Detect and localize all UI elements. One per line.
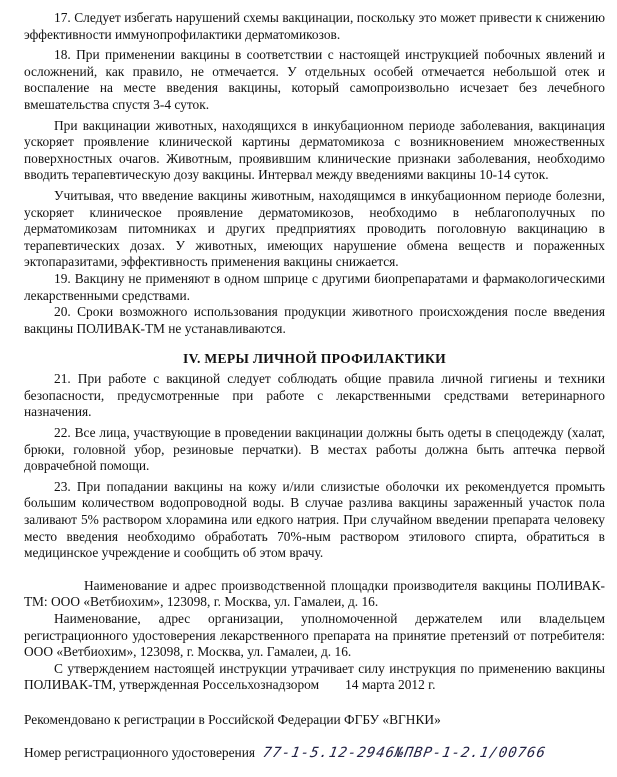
registration-recommendation: Рекомендовано к регистрации в Российской Федерации ФГБУ «ВГНКИ» <box>24 711 441 727</box>
paragraph-22: 22. Все лица, участвующие в проведении вакцинации должны быть одеты в спецодежду (халат, брюки, головной убор, резиновые перчатки). В местах работы должна быть аптечка первой доврачебной помощи. <box>24 425 605 474</box>
registration-number-handwritten: 77-1-5.12-2946№ПВР-1-2.1/00766 <box>261 744 548 761</box>
section-iv-heading: IV. МЕРЫ ЛИЧНОЙ ПРОФИЛАКТИКИ <box>183 351 446 367</box>
paragraph-20: 20. Сроки возможного использования продукции животного происхождения после введения вакцины ПОЛИВАК-ТМ не устанавливаются. <box>24 304 605 336</box>
paragraph-19: 19. Вакцину не применяют в одном шприце с другими биопрепаратами и фармакологическими лекарственными средствами. <box>24 270 605 303</box>
paragraph-17: 17. Следует избегать нарушений схемы вакцинации, поскольку это может привести к снижению эффективности иммунопрофилактики дерматомикозов. <box>24 10 605 42</box>
paragraph-18-therapeutic: Учитывая, что введение вакцины животным, находящимся в инкубационном периоде болезни, ускоряет клиническое проявление дерматомикозов, необходимо в неблагополучных по дерматомикозам питомниках и других предприятиях проводить поголовную вакцинацию в терапевтических дозах. У животных, имеющих нарушение обмена веществ и пораженных эктопаразитами, эффективность применения вакцины снижается. <box>24 187 605 270</box>
supersede-text: С утверждением настоящей инструкции утрачивает силу инструкция по применению вакцины ПОЛИВАК-ТМ, утвержденная Россельхознадзором <box>24 660 605 693</box>
paragraph-21: 21. При работе с вакциной следует соблюдать общие правила личной гигиены и техники безопасности, предусмотренные при работе с лекарственными средствами ветеринарного назначения. <box>24 371 605 420</box>
manufacturer-address: Наименование и адрес производственной площадки производителя вакцины ПОЛИВАК-ТМ: ООО «Ветбиохим», 123098, г. Москва, ул. Гамалеи, д. 16. <box>24 577 605 610</box>
registration-number-label: Номер регистрационного удостоверения <box>24 744 256 760</box>
supersede-date: 14 марта 2012 г. <box>345 677 436 693</box>
supersede-note <box>24 661 605 694</box>
claims-holder-address: Наименование, адрес организации, уполномоченной держателем или владельцем регистрационного удостоверения лекарственного препарата на принятие претензий от потребителя: ООО «Ветбиохим», 123098, г. Москва, ул. Гамалеи, д. 16. <box>24 611 605 660</box>
paragraph-18: 18. При применении вакцины в соответствии с настоящей инструкцией побочных явлений и осложнений, как правило, не отмечается. У отдельных особей отмечается небольшой отек и воспаление на месте введения вакцины, который самопроизвольно исчезает без лечебного вмешательства спустя 3-4 суток. <box>24 47 605 112</box>
paragraph-23: 23. При попадании вакцины на кожу и/или слизистые оболочки их рекомендуется промыть большим количеством водопроводной воды. В случае разлива вакцины зараженный участок пола заливают 5% раствором хлорамина или едкого натрия. При случайном введении препарата человеку место введения необходимо обработать 70%-ным раствором этилового спирта, обратиться в медицинское учреждение и сообщить об этом врачу. <box>24 478 605 561</box>
paragraph-18-incubation: При вакцинации животных, находящихся в инкубационном периоде заболевания, вакцинация ускоряет проявление клинической картины дерматомикоза с возникновением множественных поверхностных очагов. Животным, проявившим клинические признаки заболевания, необходимо вводить терапевтическую дозу вакцины. Интервал между введениями вакцины 10-14 суток. <box>24 117 605 183</box>
registration-number-line <box>24 745 605 761</box>
